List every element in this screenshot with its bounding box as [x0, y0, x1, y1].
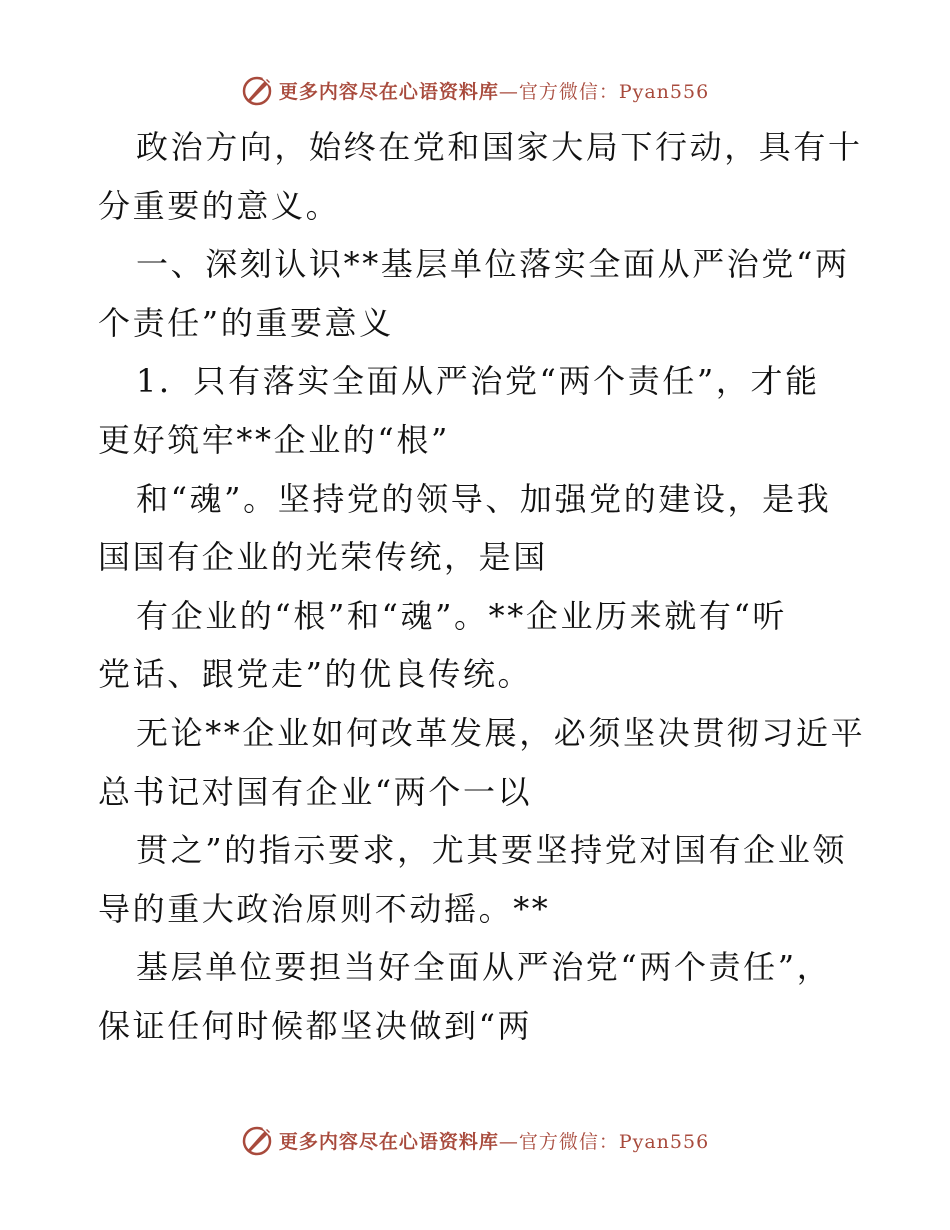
subsection-heading: 更好筑牢**企业的“根”: [98, 420, 450, 459]
header-watermark-text: [279, 77, 709, 104]
watermark-brand: 更多内容尽在心语资料库: [278, 1130, 499, 1153]
watermark-wechat: 官方微信：Pyan556: [518, 1130, 710, 1153]
header-watermark: [0, 70, 950, 110]
text-line: 党话、跟党走”的优良传统。: [98, 655, 533, 694]
text-line: 有企业的“根”和“魂”。**企业历来就有“听: [136, 596, 787, 635]
text-line: 政治方向，始终在党和国家大局下行动，具有十: [136, 128, 863, 166]
text-line: 保证任何时候都坚决做到“两: [98, 1006, 533, 1045]
text-line: 无论**企业如何改革发展，必须坚决贯彻习近平: [136, 713, 866, 752]
watermark-separator: —: [498, 80, 519, 103]
watermark-separator: —: [498, 1130, 519, 1153]
section-heading: 一、深刻认识**基层单位落实全面从严治党“两: [136, 245, 850, 284]
footer-watermark: [0, 1120, 950, 1160]
watermark-brand: 更多内容尽在心语资料库: [278, 80, 499, 103]
text-line: 基层单位要担当好全面从严治党“两个责任”，: [136, 948, 832, 987]
pen-logo-icon: [241, 1123, 275, 1157]
footer-watermark-text: [279, 1127, 709, 1154]
document-body: [98, 118, 866, 1056]
watermark-wechat: 官方微信：Pyan556: [518, 80, 710, 103]
text-line: 分重要的意义。: [98, 186, 341, 225]
text-line: 国国有企业的光荣传统，是国: [98, 538, 548, 577]
section-heading: 个责任”的重要意义: [98, 303, 394, 342]
pen-logo-icon: [241, 73, 275, 107]
text-line: 贯之”的指示要求，尤其要坚持党对国有企业领: [136, 831, 847, 870]
text-line: 总书记对国有企业“两个一以: [98, 772, 533, 811]
subsection-heading: 1．只有落实全面从严治党“两个责任”，才能: [136, 362, 820, 401]
text-line: 导的重大政治原则不动摇。**: [98, 889, 551, 928]
text-line: 和“魂”。坚持党的领导、加强党的建设，是我: [136, 479, 832, 518]
